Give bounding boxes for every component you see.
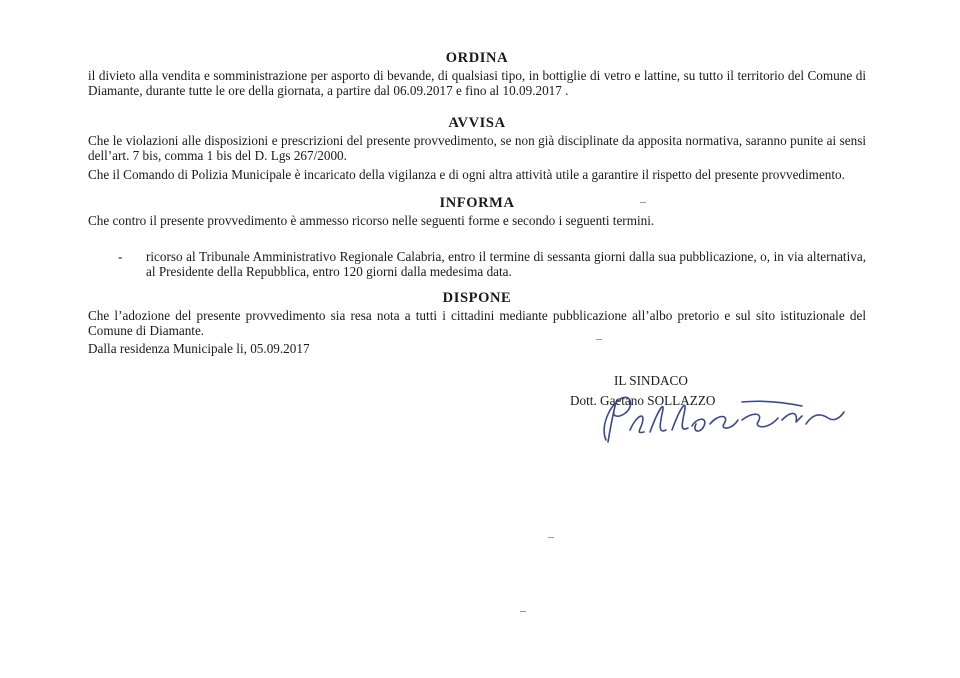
place-date: Dalla residenza Municipale li, 05.09.2017 bbox=[88, 341, 310, 356]
informa-text: Che contro il presente provvedimento è ammesso ricorso nelle seguenti forme e secondo i seguenti termini. bbox=[88, 213, 655, 228]
scan-speck bbox=[596, 339, 602, 340]
avvisa-text-2: Che il Comando di Polizia Municipale è incaricato della vigilanza e di ogni altra attività utile a garantire il rispetto del presente provvedimento. bbox=[88, 167, 845, 182]
scan-speck bbox=[640, 202, 646, 203]
heading-avvisa: AVVISA bbox=[448, 115, 506, 131]
mayor-role: IL SINDACO bbox=[614, 373, 688, 388]
ordina-text: il divieto alla vendita e somministrazione per asporto di bevande, di qualsiasi tipo, in bottiglie di vetro e lattine, su tutto il territorio del Comune di Diamante, durante tutte le ore della giornata, a partire dal 06.09.2017 e fino al 10.09.2017 . bbox=[88, 68, 866, 99]
heading-dispone: DISPONE bbox=[442, 290, 512, 306]
bullet-text: ricorso al Tribunale Amministrativo Regionale Calabria, entro il termine di sessanta giorni dalla sua pubblicazione, o, in via alternativa, al Presidente della Repubblica, entro 120 giorni dalla medesima data. bbox=[146, 249, 866, 280]
dispone-text: Che l’adozione del presente provvedimento sia resa nota a tutti i cittadini mediante pubblicazione all’albo pretorio e sul sito istituzionale del Comune di Diamante. bbox=[88, 308, 866, 339]
heading-informa: INFORMA bbox=[439, 195, 515, 211]
heading-ordina: ORDINA bbox=[445, 50, 509, 66]
mayor-name: Dott. Gaetano SOLLAZZO bbox=[570, 393, 716, 408]
bullet-marker: - bbox=[118, 249, 123, 264]
scan-speck bbox=[520, 611, 526, 612]
handwritten-signature bbox=[592, 390, 852, 450]
avvisa-text-1: Che le violazioni alle disposizioni e prescrizioni del presente provvedimento, se non già disciplinate da apposita normativa, saranno punite ai sensi dell’art. 7 bis, comma 1 bis del D. Lgs 267/2000. bbox=[88, 133, 866, 164]
scan-speck bbox=[548, 537, 554, 538]
